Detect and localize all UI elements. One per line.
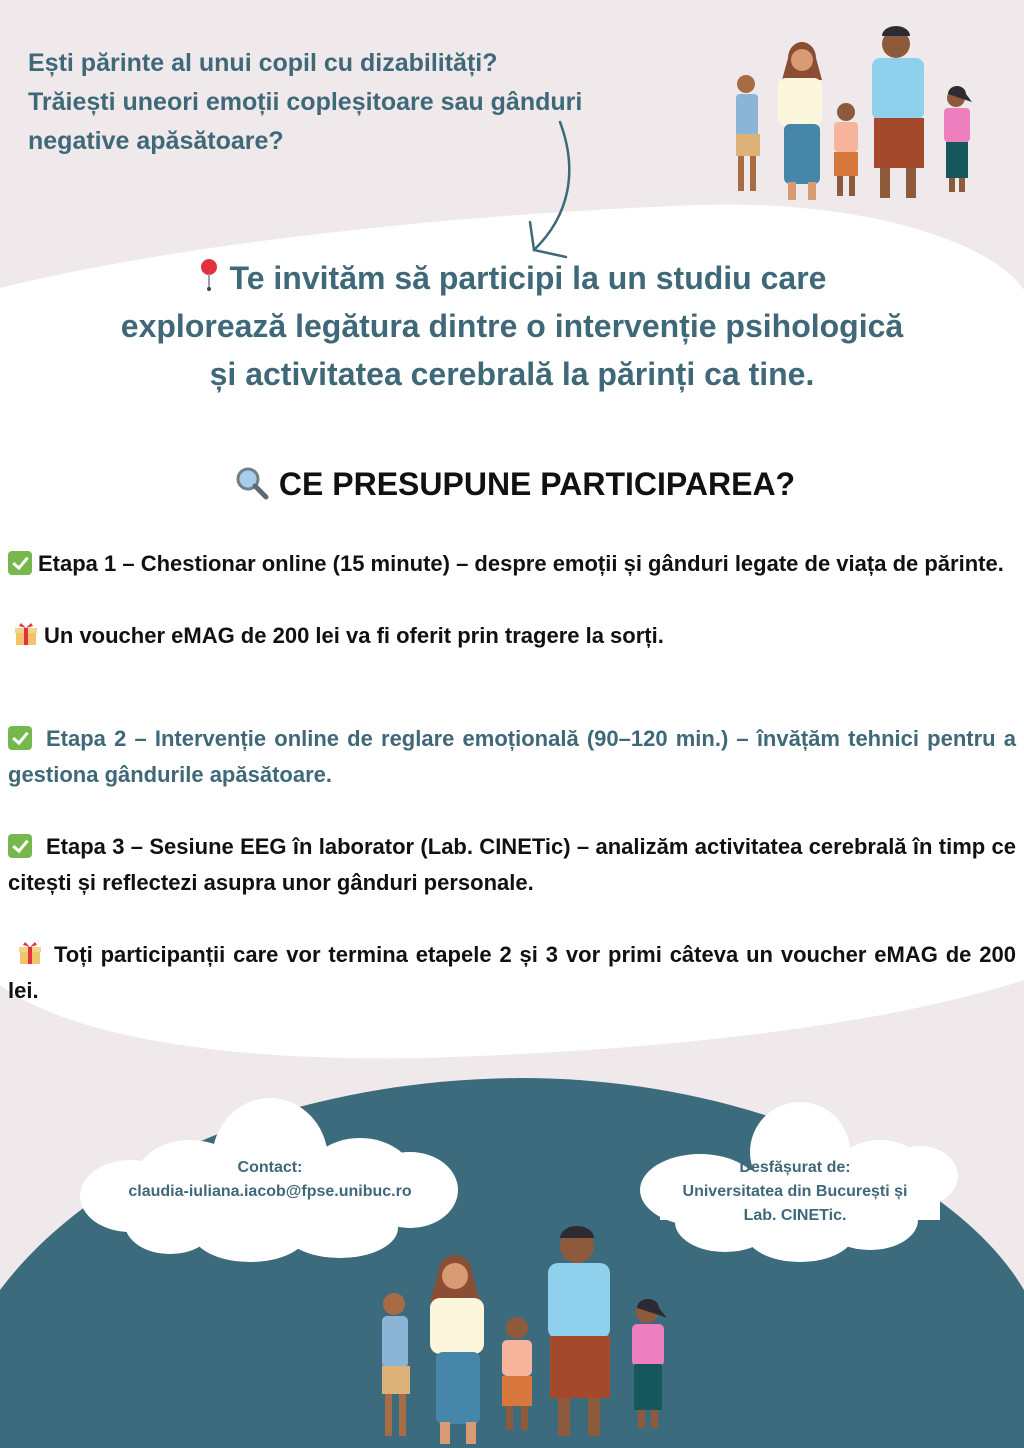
organizer-line: Universitatea din București și	[682, 1183, 908, 1200]
step-text: Etapa 2 – Intervenție online de reglare emoțională (90–120 min.) – învățăm tehnici pentru a gestiona gândurile apăsătoare.	[8, 726, 1016, 787]
organizer-label: Desfășurat de:	[739, 1159, 851, 1176]
intro-line: Trăiești uneori emoții copleșitoare sau gânduri	[28, 88, 583, 116]
magnifying-glass-icon	[235, 466, 269, 500]
contact-label: Contact:	[237, 1159, 303, 1176]
invite-line: și activitatea cerebrală la părinți ca tine.	[209, 356, 815, 392]
mother-figure	[430, 1255, 484, 1444]
contact-block	[100, 1156, 440, 1204]
intro-line: negative apăsătoare?	[28, 127, 284, 155]
mother-figure	[778, 42, 822, 200]
section-title: CE PRESUPUNE PARTICIPAREA?	[0, 462, 1024, 506]
final-reward-text: Toți participanții care vor termina etapele 2 și 3 vor primi câteva un voucher eMAG de 200 lei.	[8, 942, 1016, 1003]
girl-figure	[944, 86, 972, 192]
organizer-block	[660, 1156, 930, 1228]
step-3	[8, 829, 1016, 901]
family-illustration-top	[728, 14, 988, 204]
reward-text: Un voucher eMAG de 200 lei va fi oferit prin tragere la sorți.	[44, 623, 664, 648]
step-2	[8, 721, 1016, 793]
step-text: Etapa 3 – Sesiune EEG în laborator (Lab. CINETic) – analizăm activitatea cerebrală în timp ce citești și reflectezi asupra unor gânduri personale.	[8, 834, 1016, 895]
organizer-line: Lab. CINETic.	[743, 1207, 847, 1224]
toddler-figure	[834, 103, 858, 196]
boy-figure	[382, 1293, 410, 1436]
step-1	[8, 546, 1016, 582]
father-figure	[872, 26, 924, 198]
toddler-figure	[502, 1317, 532, 1430]
check-mark-icon	[8, 834, 32, 858]
round-pushpin-icon	[198, 258, 220, 292]
invite-line: Te invităm să participi la un studiu care	[60, 254, 964, 302]
invite-line: explorează legătura dintre o intervenție psihologică	[120, 308, 904, 344]
study-invitation	[60, 254, 964, 398]
gift-icon	[14, 622, 38, 646]
step-text: Etapa 1 – Chestionar online (15 minute) – despre emoții și gânduri legate de viața de părinte.	[38, 551, 1004, 576]
intro-question	[28, 44, 708, 161]
boy-figure	[736, 75, 760, 191]
gift-icon	[18, 941, 42, 965]
father-figure	[548, 1226, 610, 1436]
check-mark-icon	[8, 726, 32, 750]
intro-line: Ești părinte al unui copil cu dizabilități?	[28, 49, 498, 77]
check-mark-icon	[8, 551, 32, 575]
step-1-reward	[14, 618, 1022, 654]
girl-figure	[632, 1299, 667, 1428]
contact-email-link[interactable]: claudia-iuliana.iacob@fpse.unibuc.ro	[128, 1183, 412, 1200]
family-illustration-bottom	[372, 1218, 682, 1448]
final-reward	[8, 937, 1016, 1009]
